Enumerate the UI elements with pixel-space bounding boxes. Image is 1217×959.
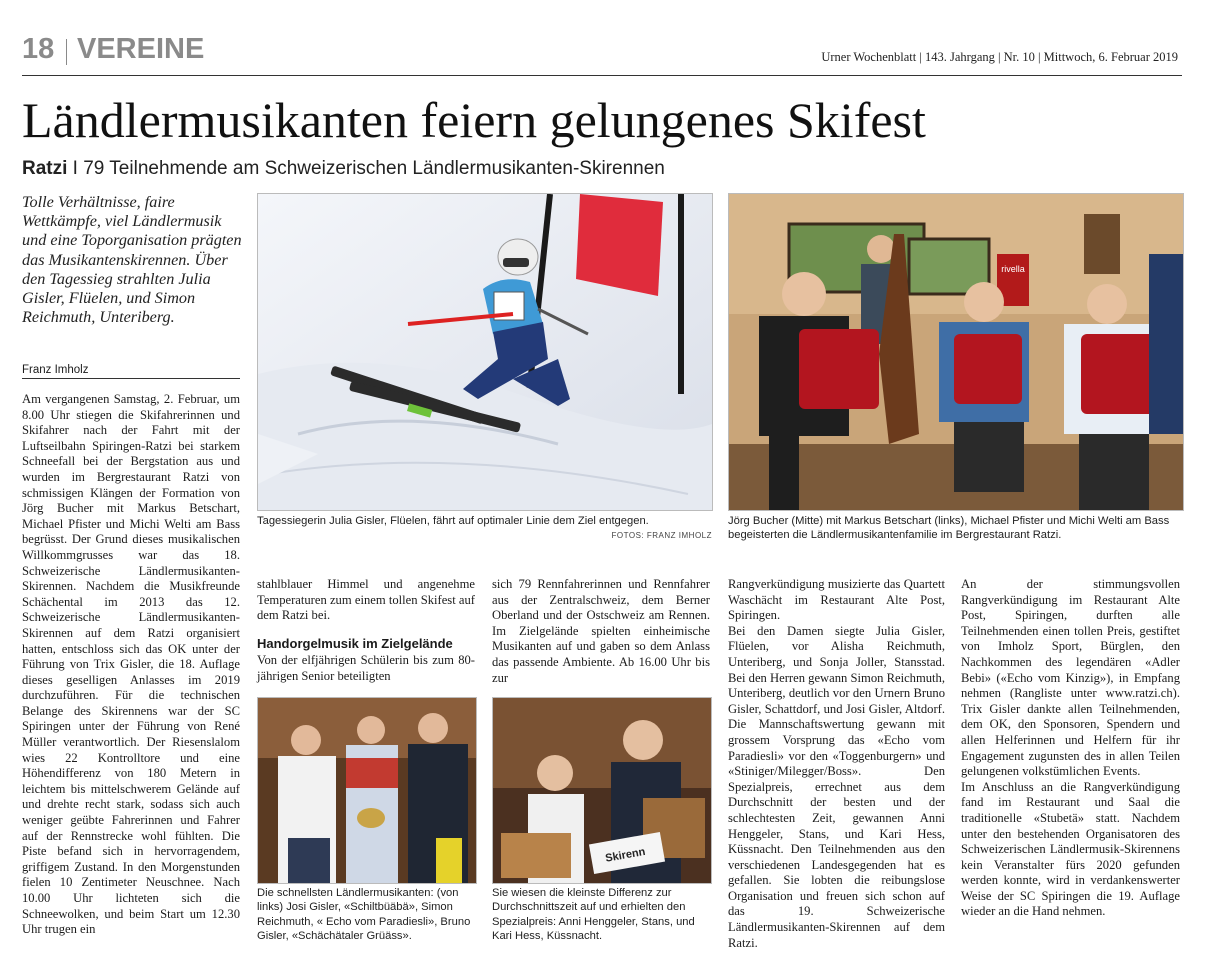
photo-skier (257, 193, 713, 511)
subheading: Handorgelmusik im Zielgelände (257, 635, 453, 651)
winners-caption: Die schnellsten Ländlermusikanten: (von links) Josi Gisler, «Schiltbüäbä», Simon Reichmuth, « Echo vom Paradiesli», Bruno Gisler, «Schächätaler Grüäss». (257, 887, 471, 943)
column-4-text-a: Rangverkündigung musizierte das Quartett Waschächt im Restaurant Alte Post, Spiringen. (728, 577, 945, 623)
column-1-text: Am vergangenen Samstag, 2. Februar, um 8.00 Uhr stiegen die Skifahrerinnen und Skifahrer nach der Fahrt mit der Luftseilbahn Spiringen-Ratzi bei starkem Schneefall bei der Bergstation aus und wurden im Bergrestaurant Ratzi von schmissigen Klängen der Formation von Jörg Bucher mit Markus Betschart, Michael Pfister und Michi Welti am Bass begrüsst. Der Grund dieses musikalischen Willkommgrusses war das 18. Schweizerische Ländlermusikanten-Skirennen. Nachdem die Musikfreunde Schächental im 2013 das 12. Schweizerische Ländlermusikanten-Skirennen auf dem Ratzi organisiert hatten, entschloss sich das OK unter der Führung von Trix Gisler, die 18. Auflage dieses geselligen Anlasses im 2019 durchzuführen. Für die technischen Belange des Skirennens war der SC Spiringen unter der Führung von René Müller verantwortlich. Der Riesenslalom wies 22 Kontrolltore und eine Höhendifferenz von 180 Metern in leichtem bis mittelschwerem Gelände auf und drehte recht stark, sodass sich auch weniger geübte Fahrerinnen und Fahrer auf der Rennstrecke wohl fühlten. Die Piste befand sich in hervorragendem, griffigem Zustand. In den Morgenstunden fielen 10 Zentimeter Neuschnee. Nach 10.00 Uhr lichteten sich die Schneewolken, und beim Start um 12.30 Uhr trugen ein (22, 392, 240, 937)
article-lead: Tolle Verhältnisse, faire Wettkämpfe, viel Ländlermusik und eine Toporganisation prägten das Musikantenskirennen. Über den Tagessieg strahlten Julia Gisler, Flüelen, und Simon Reichmuth, Unteriberg. (22, 193, 242, 327)
article-headline: Ländlermusikanten feiern gelungenes Skifest (22, 92, 926, 148)
skier-illustration (258, 194, 712, 510)
issue-line: Urner Wochenblatt | 143. Jahrgang | Nr. 10 | Mittwoch, 6. Februar 2019 (821, 50, 1178, 64)
page-number: 18 (22, 33, 55, 65)
page-header (22, 33, 1182, 76)
article-column-2 (257, 577, 475, 685)
photo-winners (257, 697, 477, 884)
article-author: Franz Imholz (22, 364, 240, 379)
article-column-5 (961, 577, 1180, 920)
kicker-place: Ratzi (22, 158, 68, 179)
photo-credit: FOTOS: FRANZ IMHOLZ (611, 531, 712, 540)
article-kicker (22, 158, 665, 180)
column-3-text: sich 79 Rennfahrerinnen und Rennfahrer aus der Zentralschweiz, dem Berner Oberland und der Ostschweiz am Rennen. Im Zielgelände spielten einheimische Musikanten auf und gaben so dem Anlass das passende Ambiente. Ab 16.00 Uhr bis zur (492, 577, 710, 685)
column-2-text-b: Von der elfjährigen Schülerin bis zum 80-jährigen Senior beteiligten (257, 653, 475, 683)
band-caption: Jörg Bucher (Mitte) mit Markus Betschart (links), Michael Pfister und Michi Welti am Bass begeisterten die Ländlermusikantenfamilie im Bergrestaurant Ratzi. (728, 515, 1170, 542)
winners-illustration (258, 698, 476, 883)
column-2-text-a: stahlblauer Himmel und angenehme Temperaturen zum einem tollen Skifest auf dem Ratzi bei. (257, 577, 475, 623)
column-5-text-a: An der stimmungsvollen Rangverkündigung im Restaurant Alte Post, Spiringen, durften alle Teilnehmenden einen tollen Preis, gestiftet von Imholz Sport, Bürglen, den Nachkommen des legendären «Adler Bebi» («Echo vom Kinzig»), in Empfang nehmen (Rangliste unter www.ratzi.ch). Trix Gisler dankte allen Teilnehmenden, dem OK, den Sponsoren, Spendern und allen Helferinnen und Helfern für ihr Engagement zugunsten des in allen Teilen gelungenen volkstümlichen Events. (961, 577, 1180, 779)
section-divider (66, 39, 67, 65)
special-prize-caption: Sie wiesen die kleinste Differenz zur Durchschnittszeit auf und erhielten den Spezialpreis: Anni Henggeler, Stans, und Kari Hess, Küssnacht. (492, 887, 695, 943)
rivella-sign: rivella (1001, 264, 1025, 274)
article-column-4 (728, 577, 945, 951)
skirenn-sign: Skirenn (604, 845, 647, 865)
skier-caption: Tagessiegerin Julia Gisler, Flüelen, fährt auf optimaler Linie dem Ziel entgegen. (257, 515, 649, 527)
article-column-1 (22, 392, 240, 938)
section-title: VEREINE (77, 33, 205, 65)
article-column-3 (492, 577, 710, 686)
photo-special-prize (492, 697, 712, 884)
special-prize-illustration (493, 698, 711, 883)
band-illustration (729, 194, 1183, 510)
column-4-text-b: Bei den Damen siegte Julia Gisler, Flüelen, vor Alisha Reichmuth, Unteriberg, und Sonja Joller, Stansstad. Bei den Herren gewann Simon Reichmuth, Unteriberg, deutlich vor den Urnern Bruno Gisler, Schattdorf, und Josi Gisler, Altdorf. Die Mannschaftswertung gewann mit grossem Vorsprung das «Echo vom Paradiesli» vor den «Toggenburgern» und «Stiniger/Milegger/Boss». Den Spezialpreis, errechnet aus dem Durchschnitt der besten und der schlechtesten Zeit, gewannen Anni Henggeler, Stans, und Kari Hess, Küssnacht. Den Teilnehmenden aus den verschiedenen Landesgegenden hat es gefallen. Sie lobten die reibungslose Organisation und freuen sich schon auf das 19. Schweizerische Ländlermusikanten-Skirennen auf dem Ratzi. (728, 623, 945, 950)
column-5-text-b: Im Anschluss an die Rangverkündigung fand im Restaurant und Saal die traditionelle «Stubetä» statt. Nachdem unter den bestehenden Organisatoren des Schweizerischen Ländlermusik-Skirennens kein Veranstalter fürs 2020 gefunden werden konnte, wird in verdankenswerter Weise der SC Spiringen die 19. Auflage wieder an die Hand nehmen. (961, 779, 1180, 919)
photo-band (728, 193, 1184, 511)
kicker-text: I 79 Teilnehmende am Schweizerischen Ländlermusikanten-Skirennen (67, 158, 665, 179)
